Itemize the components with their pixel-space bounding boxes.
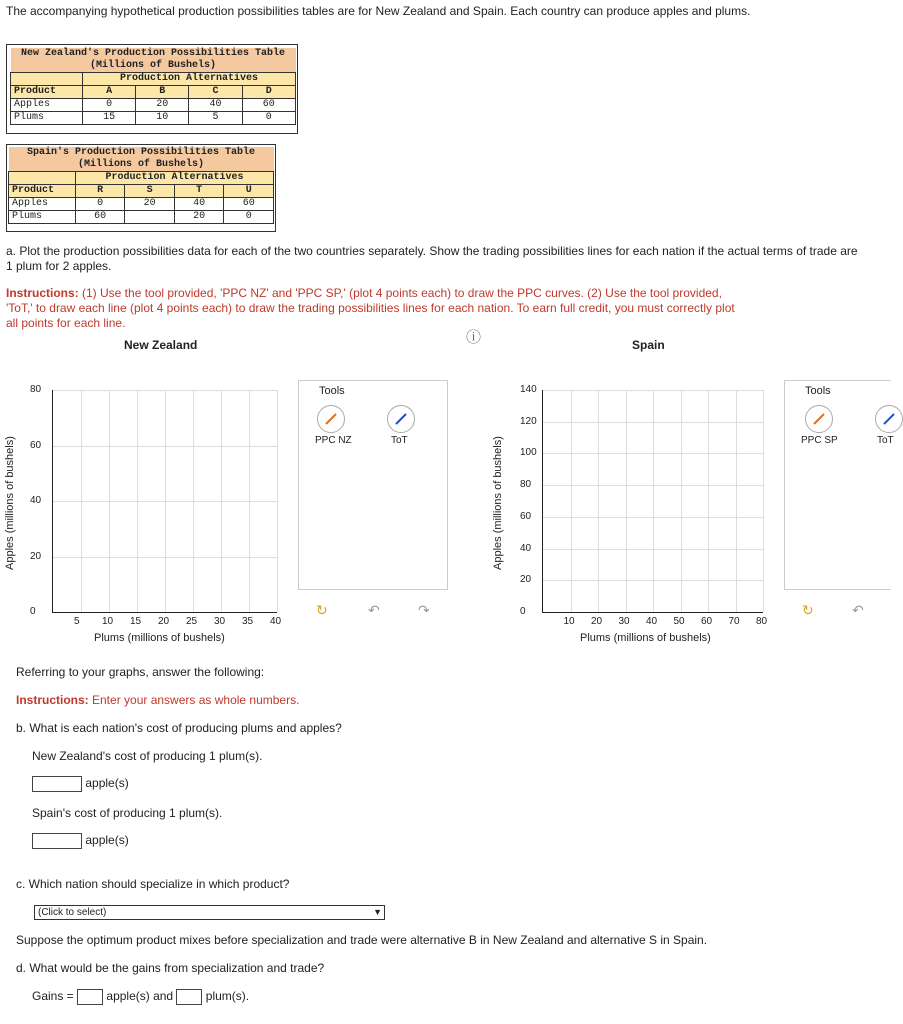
x-tick-label: 40: [270, 616, 282, 627]
info-icon[interactable]: ⓘ: [466, 329, 482, 346]
grid-line: [571, 390, 572, 612]
tot-nz-tool-button[interactable]: [387, 405, 415, 433]
table-cell: [125, 211, 175, 224]
question-d: d. What would be the gains from specialization and trade?: [16, 961, 325, 975]
pencil-blue-icon: [876, 406, 902, 432]
grid-line: [543, 453, 763, 454]
undo-icon[interactable]: ↶: [852, 602, 864, 618]
table-cell: 0: [82, 99, 135, 112]
apple-unit-label: apple(s): [85, 833, 129, 848]
tot-sp-tool-button[interactable]: [875, 405, 903, 433]
y-tick-label: 80: [30, 384, 42, 395]
y-tick-label: 60: [30, 439, 42, 451]
gains-row: [32, 989, 249, 1005]
apple-unit-label: apple(s): [85, 776, 129, 791]
sp-apple-cost-input[interactable]: [32, 833, 82, 849]
x-tick-label: 20: [158, 616, 170, 627]
sp-graph-title: Spain: [632, 338, 665, 352]
nz-table-title: New Zealand's Production Possibilities Table: [20, 48, 286, 59]
table-cell: 20: [125, 198, 175, 211]
table-cell: 5: [189, 112, 242, 125]
question-a: a. Plot the production possibilities data for each of the two countries separately. Show the trading possibilities lines for each nation if the actual terms of trade are 1 plum for 2 apples.: [6, 244, 858, 273]
table-cell: 0: [242, 112, 295, 125]
x-tick-label: 80: [756, 616, 768, 627]
x-tick-label: 5: [74, 616, 80, 627]
y-tick-label: 0: [520, 606, 526, 617]
table-cell: 0: [224, 211, 274, 224]
grid-line: [653, 390, 654, 612]
x-tick-label: 30: [214, 616, 226, 627]
sp-production-table: [8, 147, 274, 224]
nz-row-plums-label: Plums: [11, 112, 83, 125]
intro-text: The accompanying hypothetical production possibilities tables are for New Zealand and Spain. Each country can produce apples and plums.: [6, 4, 751, 18]
chevron-down-icon: ▼: [373, 907, 382, 917]
instructions-b-text: Enter your answers as whole numbers.: [88, 693, 300, 707]
table-cell: 60: [242, 99, 295, 112]
x-tick-label: 10: [563, 616, 575, 627]
nz-table-subtitle: (Millions of Bushels): [89, 60, 217, 71]
x-tick-label: 10: [102, 616, 114, 627]
sp-alt-s: S: [125, 185, 175, 198]
nz-apple-cost-input[interactable]: [32, 776, 82, 792]
sp-table-subtitle: (Millions of Bushels): [77, 159, 205, 170]
grid-line: [53, 557, 277, 558]
sp-plot-area[interactable]: [542, 390, 763, 613]
grid-line: [708, 390, 709, 612]
select-placeholder: (Click to select): [38, 907, 107, 918]
table-cell: 40: [174, 198, 224, 211]
sp-row-plums-label: Plums: [9, 211, 76, 224]
pencil-orange-icon: [318, 406, 344, 432]
table-cell: 20: [174, 211, 224, 224]
nz-row-apples-label: Apples: [11, 99, 83, 112]
sp-alt-r: R: [75, 185, 125, 198]
x-tick-label: 35: [242, 616, 254, 627]
sp-y-axis-label: Apples (millions of bushels): [492, 436, 504, 570]
x-tick-label: 25: [186, 616, 198, 627]
sp-table-title: Spain's Production Possibilities Table: [26, 147, 256, 158]
gains-apples-input[interactable]: [77, 989, 103, 1005]
y-tick-label: 60: [520, 510, 532, 522]
tot-sp-tool-label: ToT: [877, 435, 894, 446]
undo-icon[interactable]: ↶: [368, 602, 380, 618]
sp-table-subhead: Production Alternatives: [75, 172, 273, 185]
reset-icon[interactable]: ↻: [316, 602, 328, 618]
grid-line: [543, 517, 763, 518]
nz-table-subhead: Production Alternatives: [82, 73, 295, 86]
nz-cost-row: [32, 776, 129, 792]
redo-icon[interactable]: ↷: [418, 602, 430, 618]
nz-tools-label: Tools: [319, 385, 345, 397]
y-tick-label: 120: [520, 415, 537, 427]
grid-line: [53, 446, 277, 447]
question-b: b. What is each nation's cost of producing plums and apples?: [16, 721, 342, 735]
suppose-text: Suppose the optimum product mixes before specialization and trade were alternative B in New Zealand and alternative S in Spain.: [16, 933, 708, 947]
ppc-sp-tool-label: PPC SP: [801, 435, 838, 446]
nz-x-axis-label: Plums (millions of bushels): [94, 632, 225, 644]
instructions-a-text: (1) Use the tool provided, 'PPC NZ' and 'PPC SP,' (plot 4 points each) to draw the PPC curves. (2) Use the tool provided, 'ToT,' to draw each line (plot 4 points each) to draw the trading possibilities lines for each nation. To earn full credit, you must correctly plot all points for each line.: [6, 286, 735, 330]
instructions-b-label: Instructions:: [16, 693, 89, 707]
nz-alt-b: B: [136, 86, 189, 99]
table-cell: 40: [189, 99, 242, 112]
grid-line: [53, 390, 277, 391]
grid-line: [681, 390, 682, 612]
grid-line: [277, 390, 278, 612]
table-cell: 60: [224, 198, 274, 211]
y-tick-label: 140: [520, 384, 537, 395]
y-tick-label: 100: [520, 447, 537, 459]
x-tick-label: 60: [701, 616, 713, 627]
specialization-select[interactable]: [34, 905, 385, 920]
y-tick-label: 80: [520, 479, 532, 491]
table-cell: 10: [136, 112, 189, 125]
tot-nz-tool-label: ToT: [391, 435, 408, 446]
x-tick-label: 40: [646, 616, 658, 627]
refer-text: Referring to your graphs, answer the following:: [16, 665, 265, 679]
sp-alt-t: T: [174, 185, 224, 198]
grid-line: [543, 485, 763, 486]
sp-tools-label: Tools: [805, 385, 831, 397]
nz-cost-label: New Zealand's cost of producing 1 plum(s).: [32, 749, 263, 763]
ppc-nz-tool-button[interactable]: [317, 405, 345, 433]
instructions-a: [6, 286, 746, 331]
x-tick-label: 70: [728, 616, 740, 627]
spain-cost-label: Spain's cost of producing 1 plum(s).: [32, 806, 223, 820]
grid-line: [626, 390, 627, 612]
table-row: [9, 198, 274, 211]
y-tick-label: 20: [520, 574, 532, 586]
x-tick-label: 15: [130, 616, 142, 627]
grid-line: [543, 549, 763, 550]
reset-icon[interactable]: ↻: [802, 602, 814, 618]
table-row: [9, 211, 274, 224]
sp-product-header: Product: [9, 185, 76, 198]
nz-product-header: Product: [11, 86, 83, 99]
gains-apples-label: apple(s) and: [106, 989, 174, 1004]
sp-tools-panel: [784, 380, 894, 590]
instructions-a-label: Instructions:: [6, 286, 79, 300]
y-tick-label: 40: [30, 495, 42, 506]
y-tick-label: 40: [520, 542, 532, 554]
nz-plot-area[interactable]: [52, 390, 277, 613]
y-tick-label: 20: [30, 550, 42, 562]
grid-line: [543, 422, 763, 423]
table-cell: 15: [82, 112, 135, 125]
nz-production-table: [10, 48, 296, 125]
y-tick-label: 0: [30, 606, 36, 617]
nz-tools-panel: [298, 380, 448, 590]
gains-plums-input[interactable]: [176, 989, 202, 1005]
table-cell: 60: [75, 211, 125, 224]
table-cell: 0: [75, 198, 125, 211]
instructions-b: [16, 693, 299, 707]
gains-label: Gains =: [32, 989, 74, 1004]
ppc-sp-tool-button[interactable]: [805, 405, 833, 433]
x-tick-label: 50: [673, 616, 685, 627]
sp-cost-row: [32, 833, 129, 849]
sp-x-axis-label: Plums (millions of bushels): [580, 632, 711, 644]
grid-line: [53, 501, 277, 502]
grid-line: [736, 390, 737, 612]
table-row: [11, 112, 296, 125]
table-row: [11, 99, 296, 112]
grid-line: [543, 390, 763, 391]
nz-alt-d: D: [242, 86, 295, 99]
x-tick-label: 20: [591, 616, 603, 627]
ppc-nz-tool-label: PPC NZ: [315, 435, 352, 446]
gains-plums-label: plum(s).: [205, 989, 250, 1004]
pencil-orange-icon: [806, 406, 832, 432]
sp-row-apples-label: Apples: [9, 198, 76, 211]
sp-alt-u: U: [224, 185, 274, 198]
nz-y-axis-label: Apples (millions of bushels): [4, 436, 16, 570]
grid-line: [543, 580, 763, 581]
pencil-blue-icon: [388, 406, 414, 432]
question-c: c. Which nation should specialize in which product?: [16, 877, 290, 891]
x-tick-label: 30: [618, 616, 630, 627]
nz-alt-c: C: [189, 86, 242, 99]
table-cell: 20: [136, 99, 189, 112]
nz-alt-a: A: [82, 86, 135, 99]
nz-graph-title: New Zealand: [124, 338, 198, 352]
grid-line: [598, 390, 599, 612]
grid-line: [763, 390, 764, 612]
